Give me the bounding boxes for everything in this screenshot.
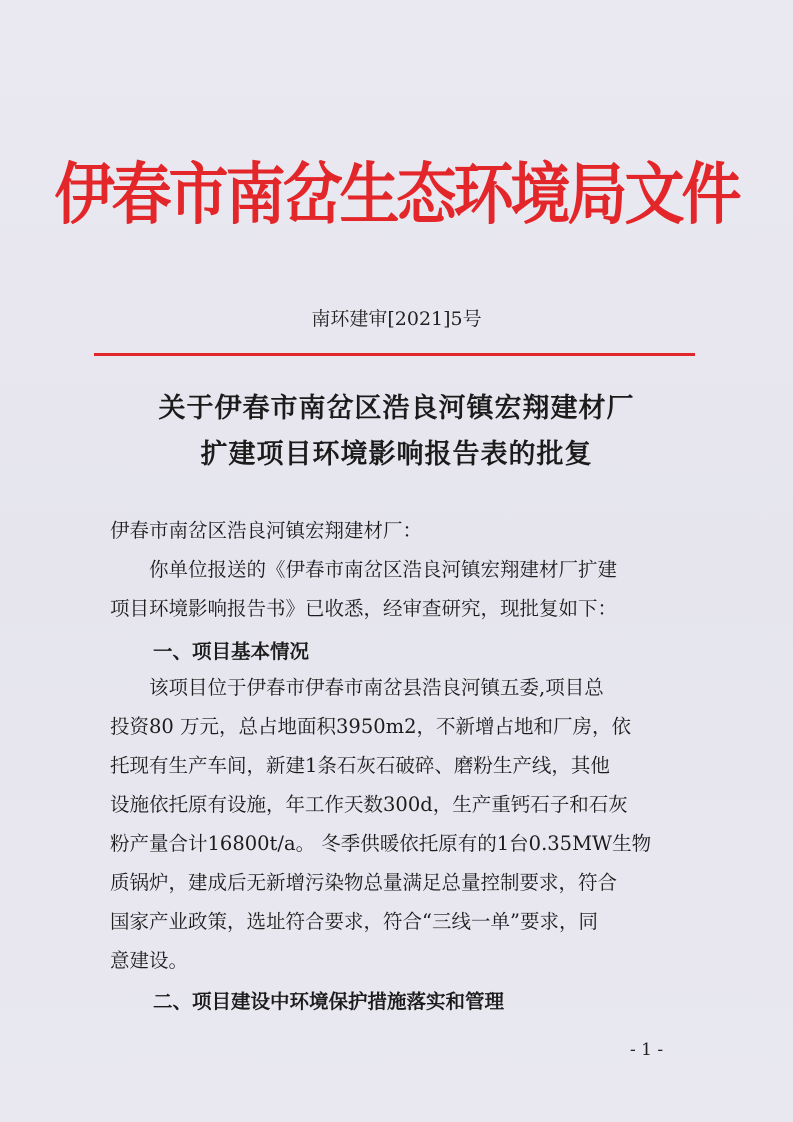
section-1-line: 国家产业政策，选址符合要求，符合“三线一单”要求，同 <box>110 910 598 933</box>
section-1-line: 投资80 万元，总占地面积3950m2，不新增占地和厂房，依 <box>110 715 632 738</box>
intro-line-2: 项目环境影响报告书》已收悉，经审查研究，现批复如下： <box>110 597 618 620</box>
subject-title-line-2: 扩建项目环境影响报告表的批复 <box>200 439 593 470</box>
agency-header-title: 伊春市南岔生态环境局文件 <box>54 155 739 235</box>
intro-line-1: 你单位报送的《伊春市南岔区浩良河镇宏翔建材厂扩建 <box>110 558 618 581</box>
section-1-line: 托现有生产车间，新建1条石灰石破碎、磨粉生产线，其他 <box>110 754 610 777</box>
section-1-line: 该项目位于伊春市伊春市南岔县浩良河镇五委,项目总 <box>110 676 604 699</box>
section-1-heading: 一、项目基本情况 <box>153 640 310 663</box>
page-number: - 1 - <box>630 1040 664 1060</box>
section-1-line: 意建设。 <box>110 949 189 972</box>
section-1-line: 粉产量合计16800t/a。 冬季供暖依托原有的1台0.35MW生物 <box>110 832 652 855</box>
subject-title-line-1: 关于伊春市南岔区浩良河镇宏翔建材厂 <box>158 393 635 424</box>
addressee: 伊春市南岔区浩良河镇宏翔建材厂： <box>110 519 423 542</box>
section-1-line: 设施依托原有设施，年工作天数300d，生产重钙石子和石灰 <box>110 793 628 816</box>
header-red-divider <box>94 353 695 356</box>
section-1-line: 质锅炉，建成后无新增污染物总量满足总量控制要求，符合 <box>110 871 618 894</box>
section-2-heading: 二、项目建设中环境保护措施落实和管理 <box>153 990 505 1013</box>
document-number: 南环建审[2021]5号 <box>311 308 482 330</box>
